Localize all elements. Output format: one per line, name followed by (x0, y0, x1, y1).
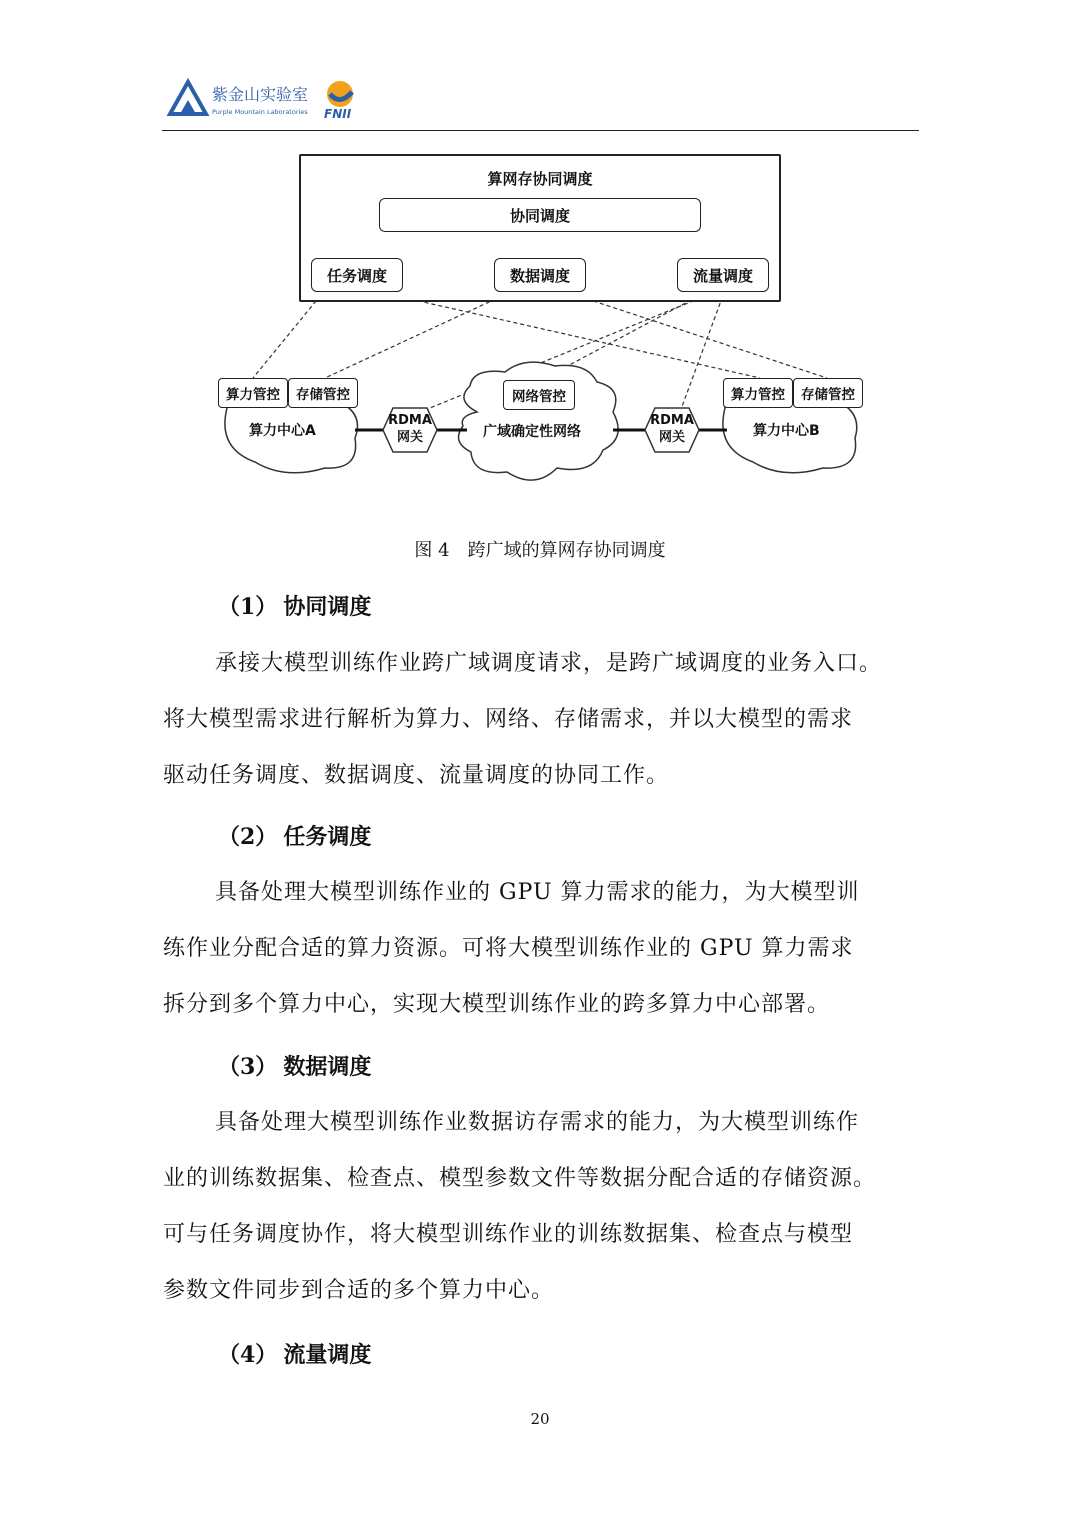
compute-ctrl-b (723, 378, 793, 408)
logo-text-cn: 紫金山实验室 (212, 85, 309, 104)
center-a-label: 算力中心A (249, 423, 316, 439)
coord-label: 协同调度 (509, 206, 570, 225)
section-heading-3 (218, 1050, 371, 1081)
rdma-2-line2: 网关 (658, 430, 685, 445)
body-line: 业的训练数据集、检查点、模型参数文件等数据分配合适的存储资源。 (163, 1166, 877, 1191)
section-heading-4 (218, 1338, 371, 1369)
logo-text-en: Purple Mountain Laboratories (212, 108, 308, 116)
body-line: 具备处理大模型训练作业数据访存需求的能力，为大模型训练作 (215, 1110, 860, 1135)
center-b-label: 算力中心B (753, 423, 820, 439)
storage-ctrl-a (288, 378, 358, 408)
section-title: 数据调度 (283, 1054, 372, 1080)
purple-mountain-logo-icon (166, 74, 366, 124)
data-box (494, 258, 586, 292)
logo2-text: FNII (324, 107, 352, 121)
compute-ctrl-a (218, 378, 288, 408)
rdma-2-line1: RDMA (650, 413, 694, 428)
section-title: 任务调度 (283, 824, 372, 850)
diagram-title: 算网存协同调度 (487, 170, 593, 188)
flow-label: 流量调度 (692, 266, 753, 285)
header-logos (166, 74, 366, 124)
scheduling-diagram (215, 150, 865, 495)
compute-ctrl-b-label: 算力管控 (731, 387, 785, 403)
section-num: （3） (218, 1054, 278, 1080)
section-body-1 (163, 636, 923, 804)
task-box (311, 258, 403, 292)
body-line: 参数文件同步到合适的多个算力中心。 (163, 1278, 555, 1303)
section-num: （1） (218, 594, 278, 620)
section-title: 流量调度 (283, 1342, 372, 1368)
coord-box (379, 198, 701, 232)
storage-ctrl-b-label: 存储管控 (801, 387, 855, 403)
body-line: 将大模型需求进行解析为算力、网络、存储需求，并以大模型的需求 (163, 707, 854, 732)
body-line: 具备处理大模型训练作业的 GPU 算力需求的能力，为大模型训 (215, 880, 860, 905)
net-ctrl (503, 380, 575, 410)
section-heading-2 (218, 820, 371, 851)
storage-ctrl-b (793, 378, 863, 408)
task-label: 任务调度 (326, 266, 387, 285)
body-line: 可与任务调度协作，将大模型训练作业的训练数据集、检查点与模型 (163, 1222, 854, 1247)
page-number: 20 (530, 1410, 550, 1428)
figure-caption: 图 4 跨广域的算网存协同调度 (414, 540, 666, 561)
storage-ctrl-a-label: 存储管控 (296, 387, 350, 403)
net-ctrl-label: 网络管控 (512, 389, 566, 405)
body-line: 练作业分配合适的算力资源。可将大模型训练作业的 GPU 算力需求 (163, 936, 854, 961)
body-line: 拆分到多个算力中心，实现大模型训练作业的跨多算力中心部署。 (163, 992, 831, 1017)
section-title: 协同调度 (283, 594, 372, 620)
section-body-3 (163, 1095, 923, 1319)
section-num: （4） (218, 1342, 278, 1368)
rdma-gateway-1 (383, 412, 437, 446)
section-num: （2） (218, 824, 278, 850)
body-line: 驱动任务调度、数据调度、流量调度的协同工作。 (163, 763, 670, 788)
header-divider (162, 130, 919, 131)
section-body-2 (163, 865, 923, 1033)
flow-box (677, 258, 769, 292)
compute-ctrl-a-label: 算力管控 (226, 387, 280, 403)
section-heading-1 (218, 590, 371, 621)
body-line: 承接大模型训练作业跨广域调度请求，是跨广域调度的业务入口。 (215, 651, 883, 676)
wan-label: 广域确定性网络 (483, 424, 581, 440)
rdma-1-line2: 网关 (396, 430, 423, 445)
rdma-1-line1: RDMA (388, 413, 432, 428)
data-label: 数据调度 (509, 266, 570, 285)
rdma-gateway-2 (645, 412, 699, 446)
